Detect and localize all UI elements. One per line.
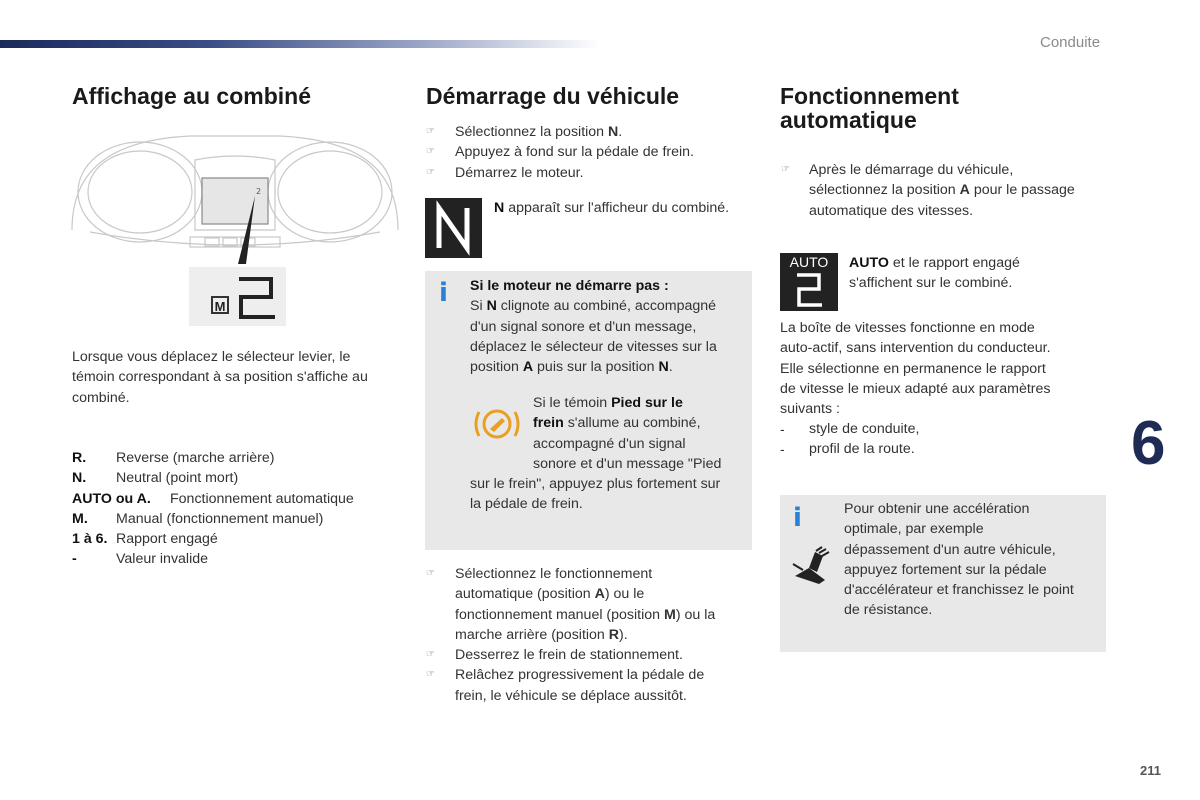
n-display-note: N apparaît sur l'afficheur du combiné.	[494, 200, 730, 216]
header-color-bar	[0, 40, 600, 48]
col3-title: Fonctionnement automatique	[780, 83, 959, 133]
pointer-icon: ☞	[426, 649, 435, 661]
pointer-icon: ☞	[426, 126, 435, 137]
list-item: ☞ Desserrez le frein de stationnement.	[426, 645, 756, 665]
pointer-icon: ☞	[426, 568, 435, 579]
pointer-icon: ☞	[426, 669, 435, 681]
manual-mode-letter: M	[211, 296, 229, 314]
auto-display-note: AUTO et le rapport engagé s'affichent sur le combiné.	[849, 255, 1020, 292]
col1-title: Affichage au combiné	[72, 83, 311, 109]
mode-steps-list	[426, 564, 756, 706]
list-item: ☞ Démarrez le moteur.	[426, 163, 756, 183]
info-box-text: Si le moteur ne démarre pas : Si N clignote au combiné, accompagné d'un signal sonore et d'un message, déplacez le sélecteur de vitesses sur la position A puis sur la position N.	[470, 278, 717, 376]
list-item: - profil de la route.	[780, 441, 915, 458]
list-item: ☞ Sélectionnez la position N.	[426, 122, 756, 142]
auto-gear-display-icon: AUTO	[780, 253, 838, 311]
neutral-gear-icon	[425, 198, 482, 258]
accelerator-pedal-icon	[789, 546, 833, 586]
page-number: 211	[1140, 763, 1161, 778]
svg-text:2: 2	[256, 187, 262, 196]
info-icon: i	[793, 503, 802, 533]
parameters-list	[780, 419, 1080, 460]
instrument-cluster-illustration	[70, 130, 400, 270]
start-steps-list	[426, 122, 756, 183]
brake-warning-text-continued: sur le frein", appuyez plus fortement sur la pédale de frein.	[470, 476, 721, 513]
gear-digit-two-icon	[235, 273, 279, 321]
acceleration-info-text: Pour obtenir une accélération optimale, par exemple dépassement d'un autre véhicule, appuyez fortement sur la pédale d'accélérateur et franchissez le point de résistance.	[844, 501, 1074, 619]
section-label: Conduite	[1040, 34, 1101, 51]
foot-on-brake-warning-icon	[472, 404, 522, 444]
auto-steps-list	[781, 160, 1111, 221]
pointer-icon: ☞	[426, 166, 435, 178]
list-item: ☞ Appuyez à fond sur la pédale de frein.	[426, 142, 756, 162]
pointer-icon: ☞	[426, 146, 435, 158]
list-item: ☞ Relâchez progressivement la pédale de frein, le véhicule se déplace aussitôt.	[426, 667, 705, 704]
pointer-icon: ☞	[781, 164, 790, 175]
list-item: ☞ Après le démarrage du véhicule, sélectionnez la position A pour le passage automatique des vitesses.	[781, 162, 1075, 219]
chapter-tab: 6	[1131, 409, 1166, 478]
list-item: ☞ Sélectionnez le fonctionnement automatique (position A) ou le fonctionnement manuel (position M) ou la marche arrière (position R).	[426, 566, 716, 643]
col1-paragraph: Lorsque vous déplacez le sélecteur levier, le témoin correspondant à sa position s'affiche au combiné.	[72, 349, 368, 406]
col3-paragraph: La boîte de vitesses fonctionne en mode auto-actif, sans intervention du conducteur. Elle sélectionne en permanence le rapport de vitesse le mieux adapté aux paramètres suivants :	[780, 320, 1051, 418]
info-icon: i	[439, 278, 448, 308]
brake-warning-text: Si le témoin Pied sur le frein s'allume au combiné, accompagné d'un signal sonore et d'un message "Pied	[533, 395, 722, 472]
gear-display-illustration	[189, 267, 286, 326]
col2-title: Démarrage du véhicule	[426, 83, 680, 109]
gear-digit-two-icon	[794, 271, 824, 309]
list-item: - style de conduite,	[780, 421, 920, 437]
